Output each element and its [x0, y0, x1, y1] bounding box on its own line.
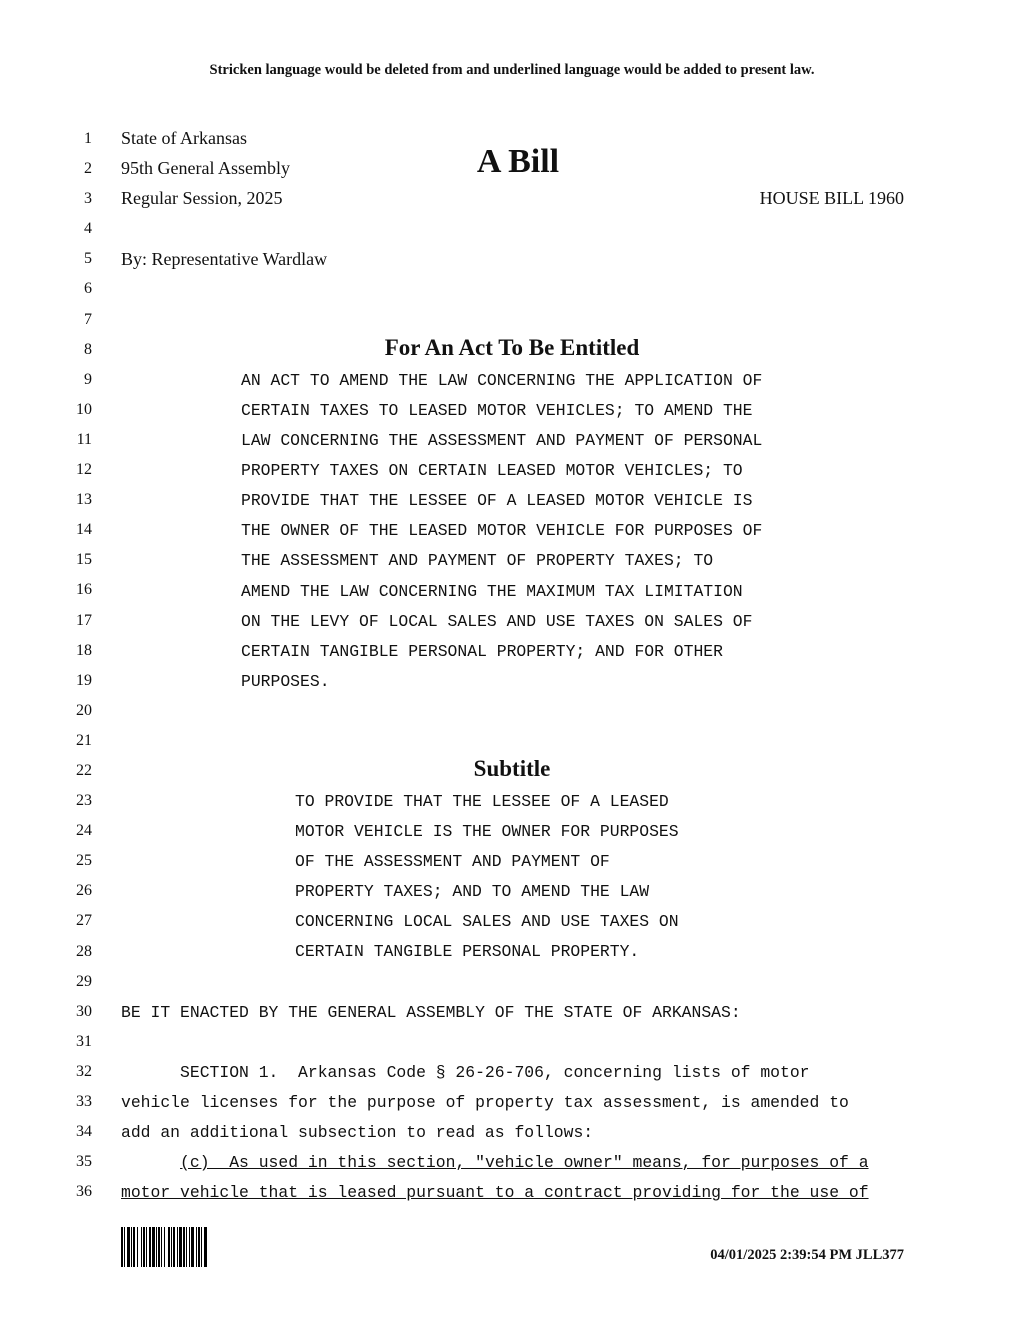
- line-number: 34: [76, 1123, 92, 1141]
- line-number: 27: [76, 912, 92, 930]
- line-number: 22: [76, 761, 92, 779]
- act-title-line: THE OWNER OF THE LEASED MOTOR VEHICLE FOR PURPOSES OF: [241, 521, 763, 540]
- act-title-line: PROVIDE THAT THE LESSEE OF A LEASED MOTOR VEHICLE IS: [241, 491, 753, 510]
- line-number: 1: [84, 130, 92, 147]
- added-language-line: [121, 1153, 869, 1172]
- bill-number: HOUSE BILL 1960: [759, 188, 904, 208]
- line-number: 35: [76, 1153, 92, 1171]
- subtitle-line: PROPERTY TAXES; AND TO AMEND THE LAW: [295, 882, 650, 901]
- footer-timestamp: 04/01/2025 2:39:54 PM JLL377: [710, 1247, 904, 1263]
- line-number: 3: [84, 190, 92, 208]
- act-title-line: PURPOSES.: [241, 672, 330, 691]
- section-text-line: vehicle licenses for the purpose of property tax assessment, is amended to: [121, 1093, 849, 1112]
- act-title-line: THE ASSESSMENT AND PAYMENT OF PROPERTY TAXES; TO: [241, 551, 714, 570]
- line-number: 30: [76, 1002, 92, 1020]
- line-number: 2: [84, 160, 92, 178]
- line-number: 7: [84, 310, 92, 328]
- line-number: 29: [76, 972, 92, 990]
- line-number: 10: [76, 400, 92, 418]
- session-label: Regular Session, 2025: [121, 188, 283, 208]
- sponsor-line: By: Representative Wardlaw: [121, 249, 328, 269]
- act-title-line: ON THE LEVY OF LOCAL SALES AND USE TAXES ON SALES OF: [241, 612, 753, 631]
- subtitle-line: CONCERNING LOCAL SALES AND USE TAXES ON: [295, 912, 679, 931]
- line-number: 20: [76, 701, 92, 719]
- line-number: 28: [76, 942, 92, 960]
- line-number: 33: [76, 1093, 92, 1110]
- bill-type-title: A Bill: [476, 143, 560, 180]
- line-number: 31: [76, 1032, 92, 1050]
- line-number: 36: [76, 1183, 92, 1201]
- line-number: 13: [76, 491, 92, 509]
- assembly-label: 95th General Assembly: [121, 158, 290, 178]
- section-text-line: SECTION 1. Arkansas Code § 26-26-706, concerning lists of motor: [121, 1063, 810, 1082]
- act-title-line: LAW CONCERNING THE ASSESSMENT AND PAYMENT OF PERSONAL: [241, 431, 763, 450]
- state-label: State of Arkansas: [121, 128, 247, 148]
- header-note: Stricken language would be deleted from and underlined language would be added to present law.: [209, 62, 815, 78]
- line-number: 14: [76, 521, 92, 539]
- subtitle-line: OF THE ASSESSMENT AND PAYMENT OF: [295, 852, 610, 871]
- act-title-line: CERTAIN TANGIBLE PERSONAL PROPERTY; AND FOR OTHER: [241, 642, 723, 661]
- act-title-line: PROPERTY TAXES ON CERTAIN LEASED MOTOR VEHICLES; TO: [241, 461, 743, 480]
- act-heading: For An Act To Be Entitled: [384, 335, 640, 360]
- line-number: 11: [76, 430, 92, 448]
- line-number: 9: [84, 370, 92, 388]
- subtitle-line: MOTOR VEHICLE IS THE OWNER FOR PURPOSES: [295, 822, 679, 841]
- line-number: 18: [76, 641, 92, 659]
- line-number: 25: [76, 852, 92, 870]
- barcode-image: [121, 1227, 249, 1267]
- line-number: 23: [76, 792, 92, 810]
- section-text-line: add an additional subsection to read as follows:: [121, 1123, 594, 1142]
- indent: [121, 1153, 180, 1172]
- line-number: 5: [84, 250, 92, 268]
- enacting-clause: BE IT ENACTED BY THE GENERAL ASSEMBLY OF THE STATE OF ARKANSAS:: [121, 1003, 741, 1022]
- line-numbers: [60, 127, 92, 1210]
- subtitle-heading: Subtitle: [473, 756, 551, 781]
- line-number: 26: [76, 882, 92, 900]
- line-number: 8: [84, 340, 92, 358]
- line-number: 32: [76, 1062, 92, 1080]
- added-language-line: motor vehicle that is leased pursuant to a contract providing for the use of: [121, 1183, 869, 1202]
- act-title-line: CERTAIN TAXES TO LEASED MOTOR VEHICLES; TO AMEND THE: [241, 401, 753, 420]
- subtitle-line: CERTAIN TANGIBLE PERSONAL PROPERTY.: [295, 942, 640, 961]
- line-number: 12: [76, 461, 92, 479]
- underlined-text: (c) As used in this section, "vehicle owner" means, for purposes of a: [180, 1153, 869, 1172]
- subtitle-line: TO PROVIDE THAT THE LESSEE OF A LEASED: [295, 792, 669, 811]
- line-number: 21: [76, 731, 92, 749]
- line-number: 6: [84, 280, 92, 298]
- line-number: 4: [84, 220, 92, 238]
- act-title-line: AMEND THE LAW CONCERNING THE MAXIMUM TAX LIMITATION: [241, 582, 743, 601]
- line-number: 17: [76, 611, 92, 629]
- line-number: 24: [76, 822, 92, 840]
- line-number: 15: [76, 551, 92, 569]
- act-title-line: AN ACT TO AMEND THE LAW CONCERNING THE APPLICATION OF: [241, 371, 763, 390]
- line-number: 19: [76, 671, 92, 689]
- line-number: 16: [76, 581, 92, 599]
